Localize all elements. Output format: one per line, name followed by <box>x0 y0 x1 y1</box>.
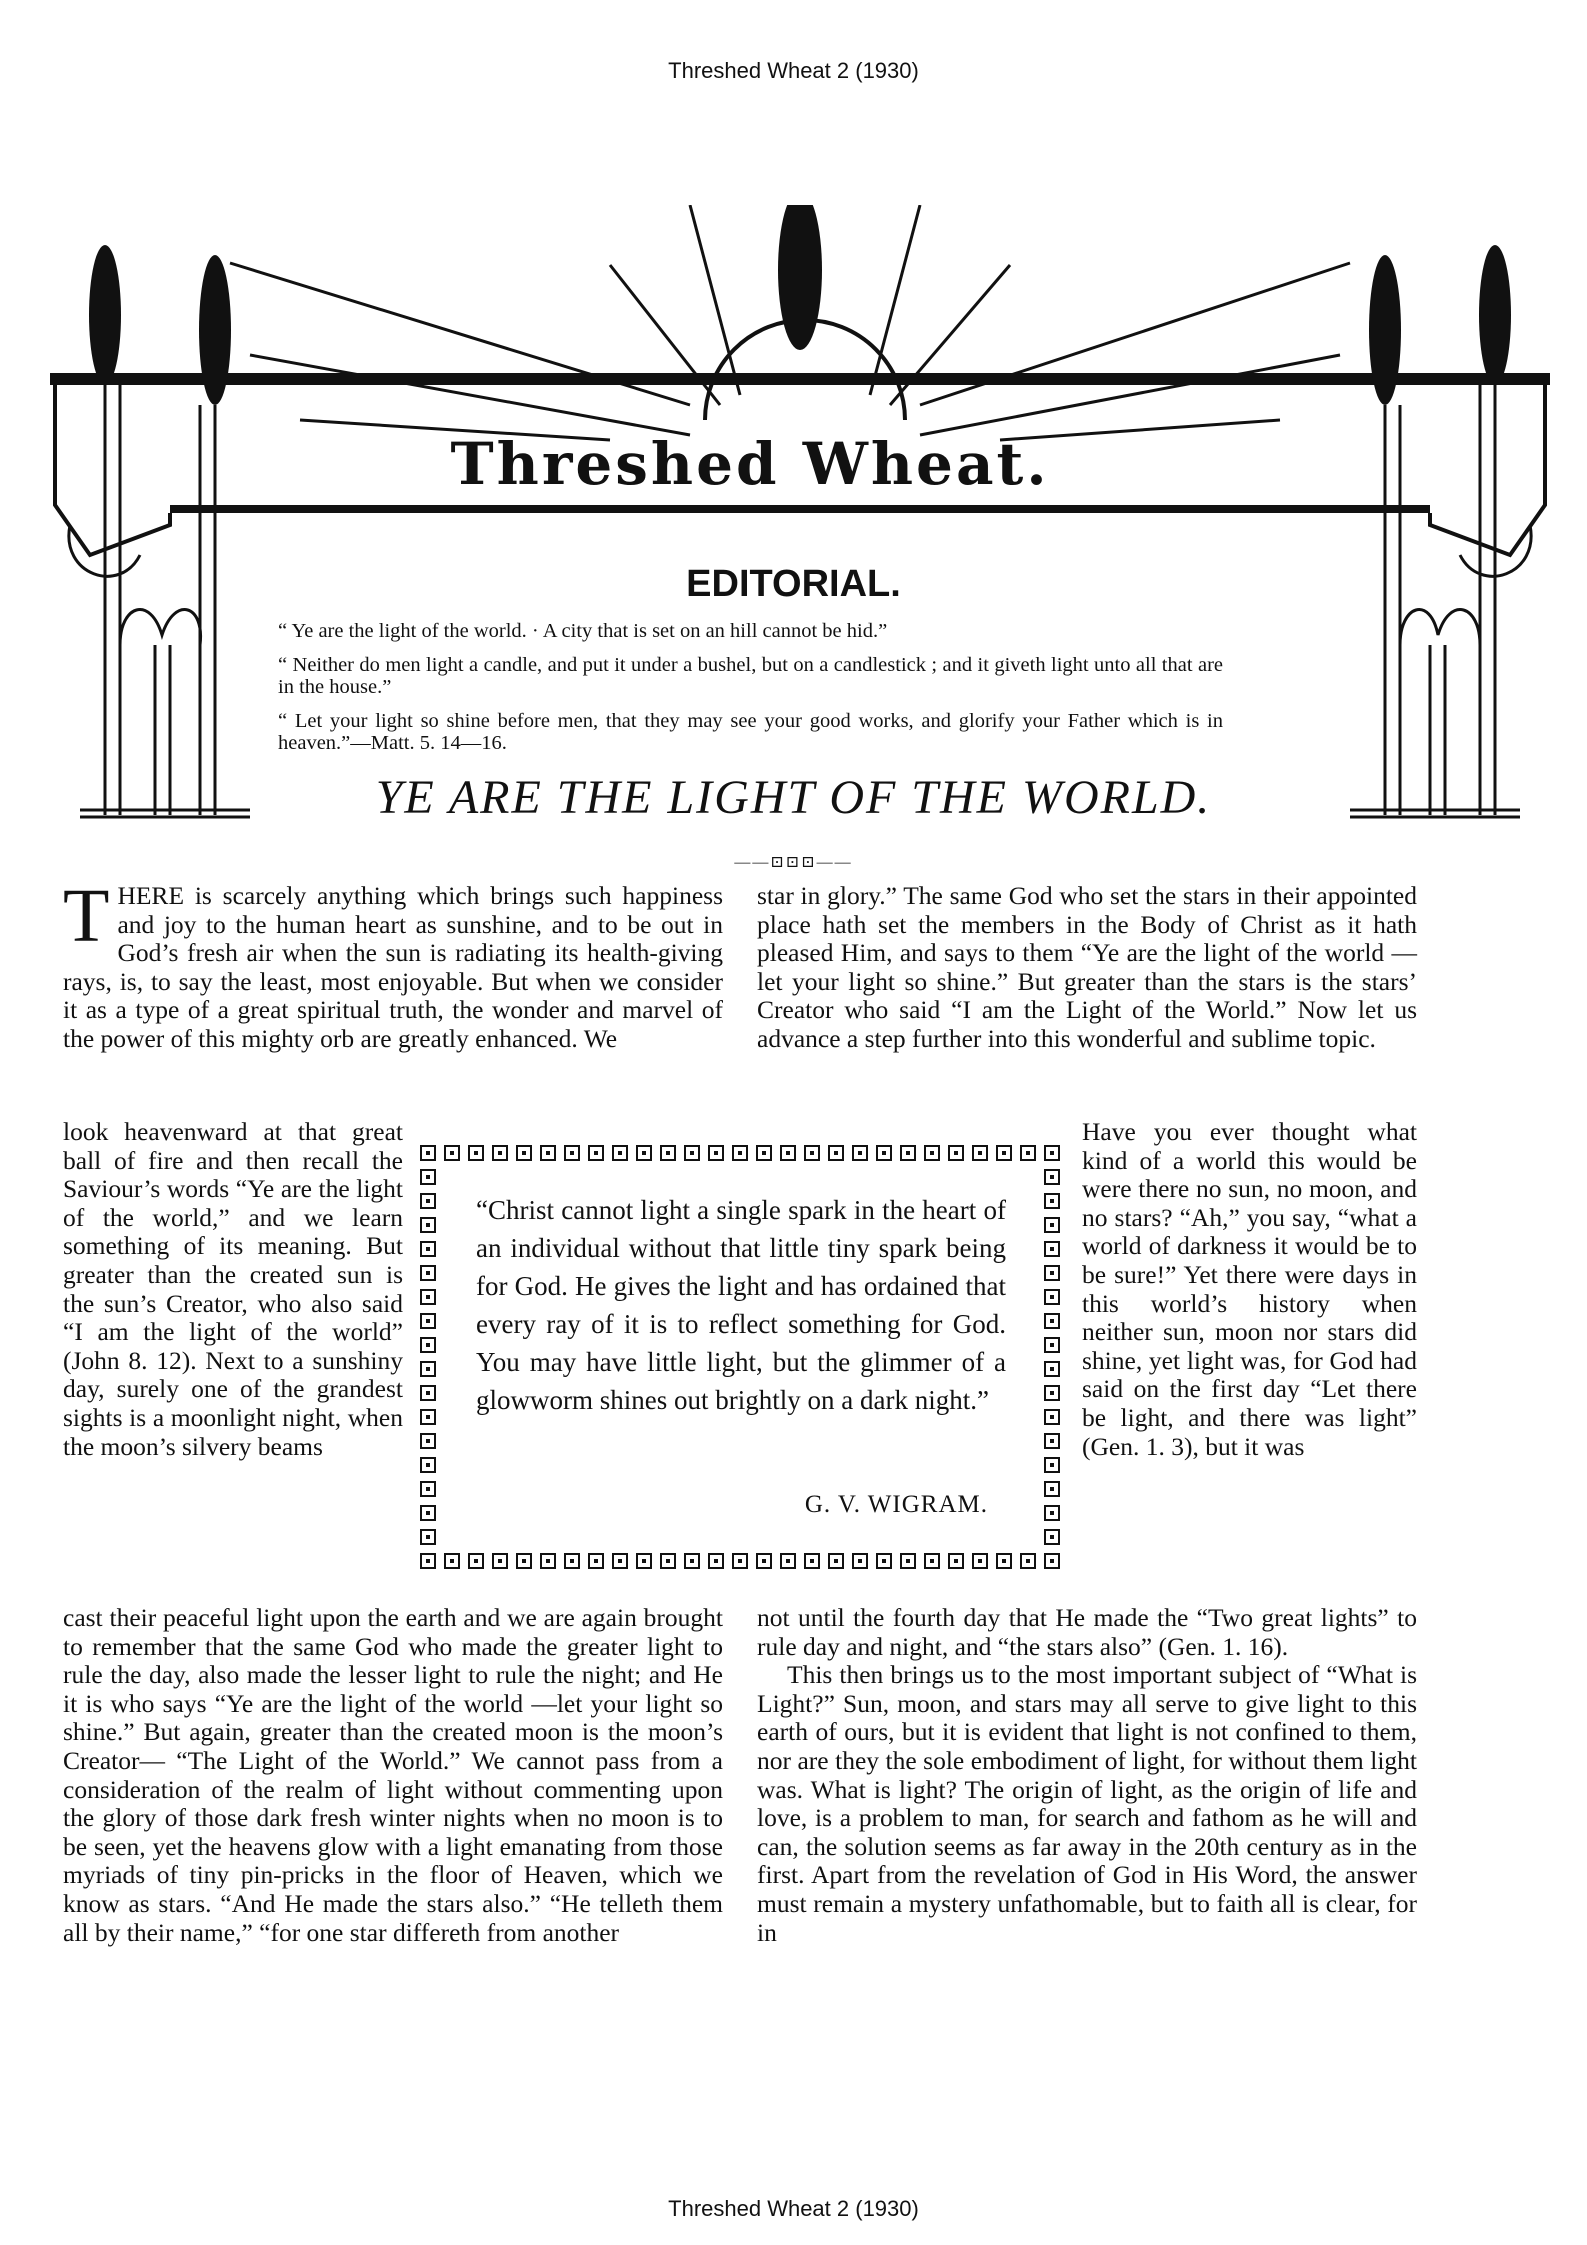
running-head-top: Threshed Wheat 2 (1930) <box>668 58 919 83</box>
article-column-right-bottom <box>757 1604 1417 1947</box>
article-paragraph: look heavenward at that great ball of fire and then recall the Saviour’s words “Ye are the light of the world,” and we learn something of its meaning. But greater than the created sun is the sun’s Creator, who also said “I am the light of the world” (John 8. 12). Next to a sunshiny day, surely one of the grandest sights is a moonlight night, when the moon’s silvery beams <box>63 1117 403 1461</box>
article-column-right-top <box>757 882 1417 1054</box>
pull-quote-text: “Christ cannot light a single spark in the heart of an individual without that little tiny spark being for God. He gives the light and has ordained that every ray of it is to reflect something for God. You may have little light, but the glimmer of a glowworm shines out brightly on a dark night.” <box>476 1195 1006 1415</box>
scripture-verse: “ Neither do men light a candle, and put it under a bushel, but on a candlestick ; and it giveth light unto all that are in the house.” <box>278 654 1223 698</box>
pull-quote-attribution: G. V. WIGRAM. <box>804 1491 988 1518</box>
masthead-title: Threshed Wheat. <box>450 430 1050 498</box>
running-head-bottom: Threshed Wheat 2 (1930) <box>668 2196 919 2221</box>
article-paragraph: cast their peaceful light upon the earth and we are again brought to remember that the same God who made the greater light to rule the day, also made the lesser light to rule the night; and He it is who says “Ye are the light of the world —let your light so shine.” But again, greater than the created moon is the moon’s Creator— “The Light of the World.” We cannot pass from a consideration of the realm of light without commenting upon the glory of those dark fresh winter nights when no moon is to be seen, yet the heavens glow with a light emanating from those myriads of tiny pin-pricks in the floor of Heaven, which we know as stars. “And He made the stars also.” “He telleth them all by their name,” “for one star differeth from another <box>63 1603 723 1947</box>
article-column-left-top <box>63 874 723 1054</box>
article-paragraph: not until the fourth day that He made the “Two great lights” to rule day and night, and “the stars also” (Gen. 1. 16). <box>757 1603 1417 1661</box>
scripture-verse: “ Ye are the light of the world. · A city that is set on an hill cannot be hid.” <box>278 620 888 642</box>
article-paragraph: HERE is scarcely anything which brings such happiness and joy to the human heart as sunshine, and to be out in God’s fresh air when the sun is radiating its health-giving rays, is, to say the least, most enjoyable. But when we consider it as a type of a great spiritual truth, the wonder and marvel of the power of this mighty orb are greatly enhanced. We <box>63 881 723 1053</box>
drop-cap: T <box>63 874 110 958</box>
pull-quote-box <box>418 1143 1063 1573</box>
article-wrap-left <box>63 1118 403 1461</box>
article-wrap-right <box>1082 1118 1417 1461</box>
ornament-divider: ——⊡⊡⊡—— <box>734 854 853 871</box>
article-paragraph: star in glory.” The same God who set the stars in their appointed place hath set the members in the Body of Christ as it hath pleased Him, and says to them “Ye are the light of the world —let your light so shine.” But greater than the stars is the stars’ Creator who said “I am the Light of the World.” Now let us advance a step further into this wonderful and sublime topic. <box>757 881 1417 1053</box>
article-column-left-bottom <box>63 1604 723 1947</box>
article-paragraph: This then brings us to the most important subject of “What is Light?” Sun, moon, and stars may all serve to give light to this earth of ours, but it is evident that light is not confined to them, nor are they the sole embodiment of light, for without them light was. What is light? The origin of light, as the origin of life and love, is a problem to man, for search and fathom as he will and can, the solution seems as far away in the 20th century as in the first. Apart from the revelation of God in His Word, the answer must remain a mystery unfathomable, but to faith all is clear, for in <box>757 1660 1417 1947</box>
article-paragraph: Have you ever thought what kind of a world this would be were there no sun, no moon, and no stars? “Ah,” you say, “what a world of darkness it would be to be sure!” Yet there were days in this world’s history when neither sun, moon nor stars did shine, yet light was, for God had said on the first day “Let there be light, and there was light” (Gen. 1. 3), but it was <box>1082 1117 1417 1461</box>
article-subheading: YE ARE THE LIGHT OF THE WORLD. <box>375 771 1212 824</box>
scripture-verse: “ Let your light so shine before men, that they may see your good works, and glorify your Father which is in heaven.”—Matt. 5. 14—16. <box>278 710 1223 754</box>
editorial-heading: EDITORIAL. <box>686 563 901 605</box>
